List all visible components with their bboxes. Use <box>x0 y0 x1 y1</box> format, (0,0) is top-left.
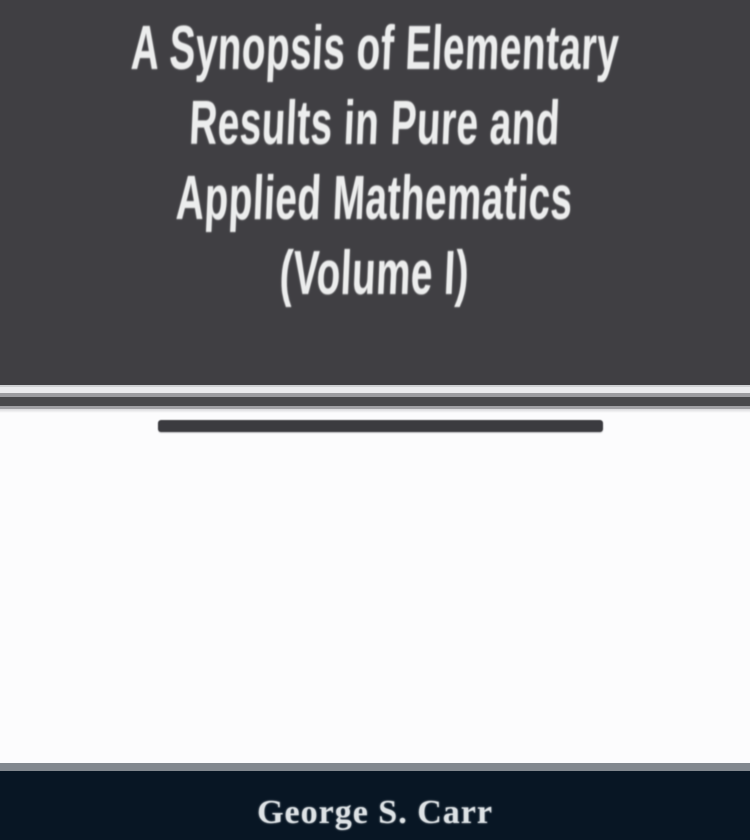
author-band <box>0 771 750 840</box>
title-line-2: Results in Pure and <box>188 89 562 158</box>
cover-middle-white-area <box>0 413 750 763</box>
decorative-horizontal-bar <box>158 420 603 432</box>
cover-top-panel <box>0 0 750 385</box>
title-line-3: Applied Mathematics <box>175 164 575 233</box>
author-name: George S. Carr <box>257 793 493 831</box>
bottom-band-top-edge <box>0 763 750 771</box>
separator-double-rule <box>0 385 750 413</box>
book-title <box>0 11 750 311</box>
title-line-4-volume: (Volume I) <box>278 239 472 308</box>
title-line-1: A Synopsis of Elementary <box>129 14 621 83</box>
